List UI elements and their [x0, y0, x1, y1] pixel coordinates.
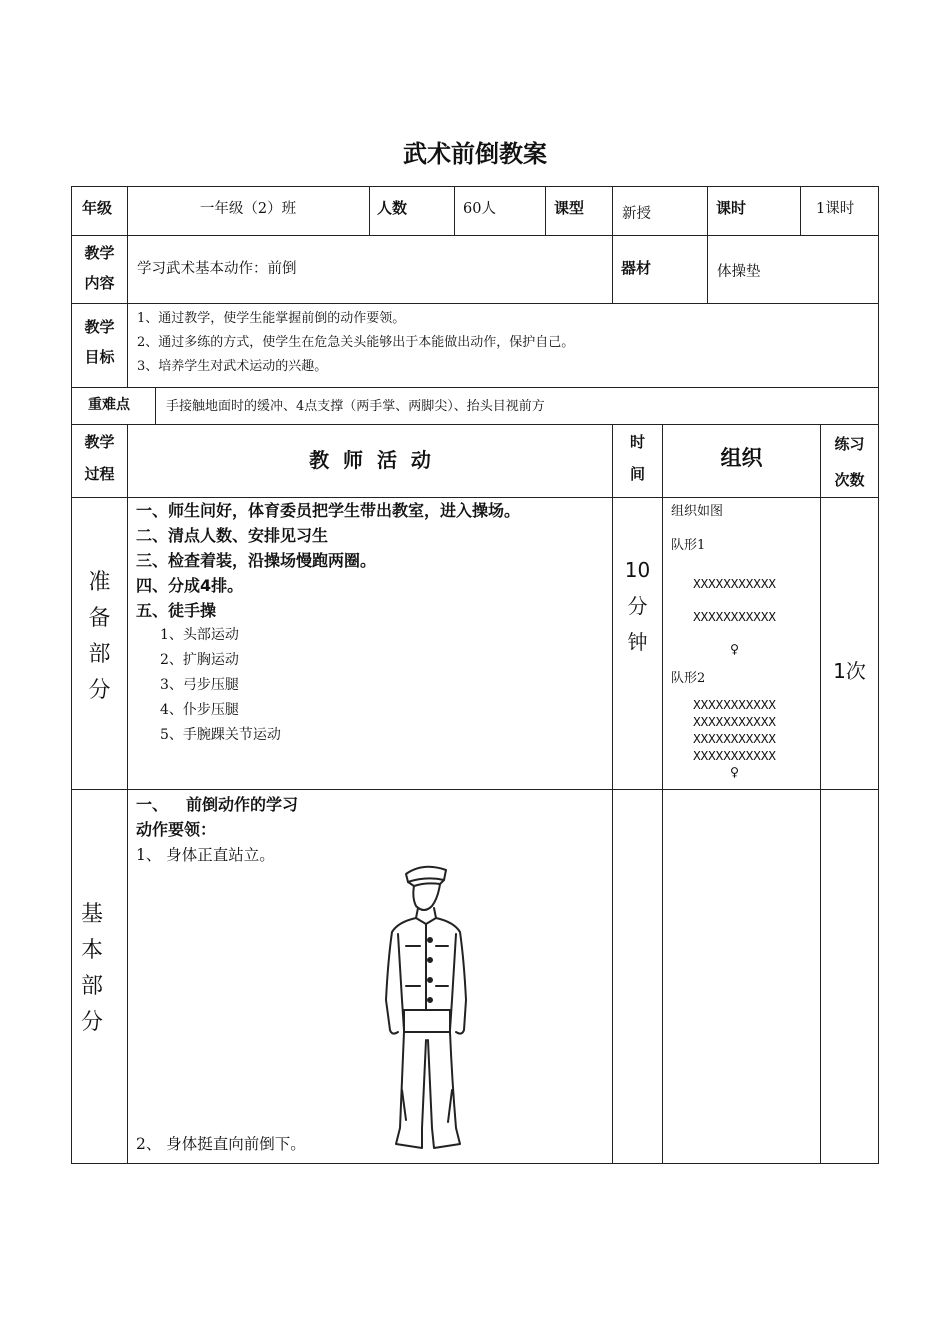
step-2: 2、 身体挺直向前倒下。 [136, 1135, 306, 1153]
formation2-label: 队形2 [671, 671, 706, 686]
formation-row: XXXXXXXXXXX [693, 697, 776, 712]
goal-item: 2、通过多练的方式，使学生在危急关头能够出于本能做出动作，保护自己。 [137, 335, 575, 350]
prep-time: 10 分 钟 [624, 558, 651, 654]
document-title: 武术前倒教案 [403, 140, 547, 168]
teacher-mark: ♀ [729, 763, 740, 781]
formation2 [663, 696, 806, 781]
key-points-value: 手接触地面时的缓冲、4点支撑（两手掌、两脚尖）、抬头目视前方 [166, 399, 545, 414]
hours-label: 课时 [716, 199, 747, 217]
org-title: 组织如图 [671, 504, 724, 519]
formation-row: XXXXXXXXXXX [693, 576, 776, 591]
content-label: 教学 内容 [84, 244, 115, 292]
grade-value: 一年级（2）班 [199, 201, 297, 217]
formation-row: XXXXXXXXXXX [693, 609, 776, 624]
basic-heading: 一、 前倒动作的学习 [136, 795, 299, 814]
prep-item: 三、检查着装，沿操场慢跑两圈。 [136, 551, 377, 570]
count-label: 人数 [377, 199, 408, 217]
prep-reps: 1次 [833, 659, 866, 683]
content-value: 学习武术基本动作：前倒 [137, 261, 297, 277]
prep-subitem: 5、手腕踝关节运动 [160, 727, 281, 743]
prep-item: 二、清点人数、安排见习生 [136, 526, 329, 545]
activity-header: 教 师 活 动 [309, 448, 431, 472]
prep-item: 五、徒手操 [136, 601, 217, 620]
prep-subitem: 2、扩胸运动 [160, 652, 239, 668]
organization-header: 组织 [720, 446, 763, 470]
hours-value: 1课时 [816, 201, 855, 217]
goal-item: 3、培养学生对武术运动的兴趣。 [137, 359, 328, 374]
formation-row: XXXXXXXXXXX [693, 714, 776, 729]
formation-row: XXXXXXXXXXX [693, 731, 776, 746]
prep-activity-list [136, 498, 520, 748]
count-value: 60人 [463, 201, 496, 217]
formation-row: XXXXXXXXXXX [693, 748, 776, 763]
prep-item: 一、师生问好，体育委员把学生带出教室，进入操场。 [136, 501, 521, 520]
process-header-label: 教学 过程 [84, 433, 115, 483]
formation1-label: 队形1 [671, 538, 706, 553]
reps-header: 练习 次数 [834, 435, 865, 489]
basic-section-label: 基 本 部 分 [80, 902, 103, 1035]
prep-subitem: 3、弓步压腿 [160, 677, 239, 693]
goal-list [137, 307, 574, 379]
type-label: 课型 [554, 199, 585, 217]
equipment-value: 体操垫 [717, 264, 761, 280]
prep-section-label: 准 备 部 分 [88, 570, 111, 703]
teacher-mark: ♀ [729, 640, 740, 658]
prep-subitem: 1、头部运动 [160, 627, 239, 643]
standing-figure-illustration [378, 860, 503, 1160]
type-value: 新授 [622, 206, 651, 222]
goal-label: 教学 目标 [84, 318, 115, 366]
prep-subitem: 4、仆步压腿 [160, 702, 239, 718]
step-1: 1、 身体正直站立。 [136, 846, 275, 864]
grade-label: 年级 [82, 199, 113, 217]
time-header: 时 间 [629, 433, 645, 483]
essentials-label: 动作要领： [136, 820, 217, 839]
formation1 [663, 567, 806, 666]
goal-item: 1、通过教学，使学生能掌握前倒的动作要领。 [137, 311, 406, 326]
equipment-label: 器材 [621, 259, 652, 277]
key-points-label: 重难点 [88, 397, 130, 413]
prep-item: 四、分成4排。 [136, 576, 244, 595]
